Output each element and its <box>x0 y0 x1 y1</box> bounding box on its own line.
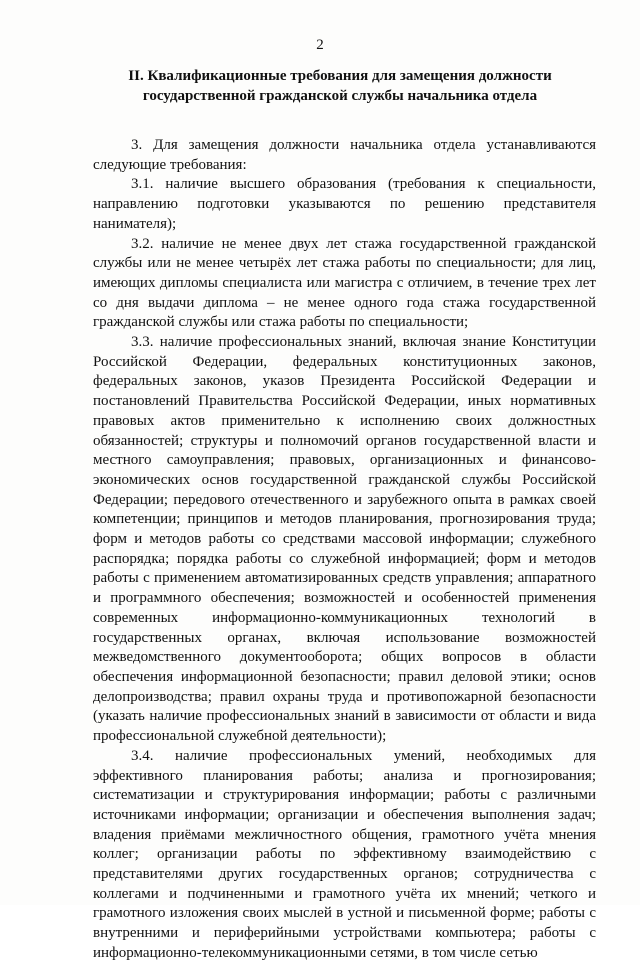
paragraph-3-3: 3.3. наличие профессиональных знаний, включая знание Конституции Российской Федерации, федеральных конституционных законов, федеральных законов, указов Президента Российской Федерации и постановлений Правительства Российской Федерации, иных нормативных правовых актов применительно к исполнению своих должностных обязанностей; структуры и полномочий органов государственной власти и местного самоуправления; правовых, организационных и финансово-экономических основ государственной гражданской службы Российской Федерации; передового отечественного и зарубежного опыта в рамках своей компетенции; принципов и методов планирования, прогнозирования труда; форм и методов работы со средствами массовой информации; служебного распорядка; порядка работы со служебной информацией; форм и методов работы с применением автоматизированных средств управления; аппаратного и программного обеспечения; возможностей и особенностей применения современных информационно-коммуникационных технологий в государственных органах, включая использование возможностей межведомственного документооборота; общих вопросов в области обеспечения информационной безопасности; правил деловой этики; основ делопроизводства; правил охраны труда и противопожарной безопасности (указать наличие профессиональных знаний в зависимости от области и вида профессиональной служебной деятельности); <box>93 334 596 745</box>
paragraph-3: 3. Для замещения должности начальника отдела устанавливаются следующие требования: <box>93 137 596 173</box>
section-heading: II. Квалификационные требования для замещения должности государственной гражданской службы начальника отдела <box>128 68 552 104</box>
paragraph-3-1: 3.1. наличие высшего образования (требования к специальности, направлению подготовки указываются по решению представителя нанимателя); <box>93 176 596 232</box>
page-number: 2 <box>316 37 324 53</box>
paragraph-3-4: 3.4. наличие профессиональных умений, необходимых для эффективного планирования работы; анализа и прогнозирования; систематизации и структурирования информации; работы с различными источниками информации; организации и обеспечения выполнения задач; владения приёмами межличностного общения, грамотного учёта мнения коллег; организации работы по эффективному взаимодействию с представителями других государственных органов; сотрудничества с коллегами и подчиненными и грамотного учёта их мнений; четкого и грамотного изложения своих мыслей в устной и письменной форме; работы с внутренними и периферийными устройствами компьютера; работы с информационно-телекоммуникационными сетями, в том числе сетью <box>93 747 596 961</box>
paragraph-3-2: 3.2. наличие не менее двух лет стажа государственной гражданской службы или не менее четырёх лет стажа работы по специальности; для лиц, имеющих дипломы специалиста или магистра с отличием, в течение трех лет со дня выдачи диплома – не менее одного года стажа государственной гражданской службы или стажа работы по специальности; <box>93 235 596 331</box>
document-body <box>93 136 596 964</box>
